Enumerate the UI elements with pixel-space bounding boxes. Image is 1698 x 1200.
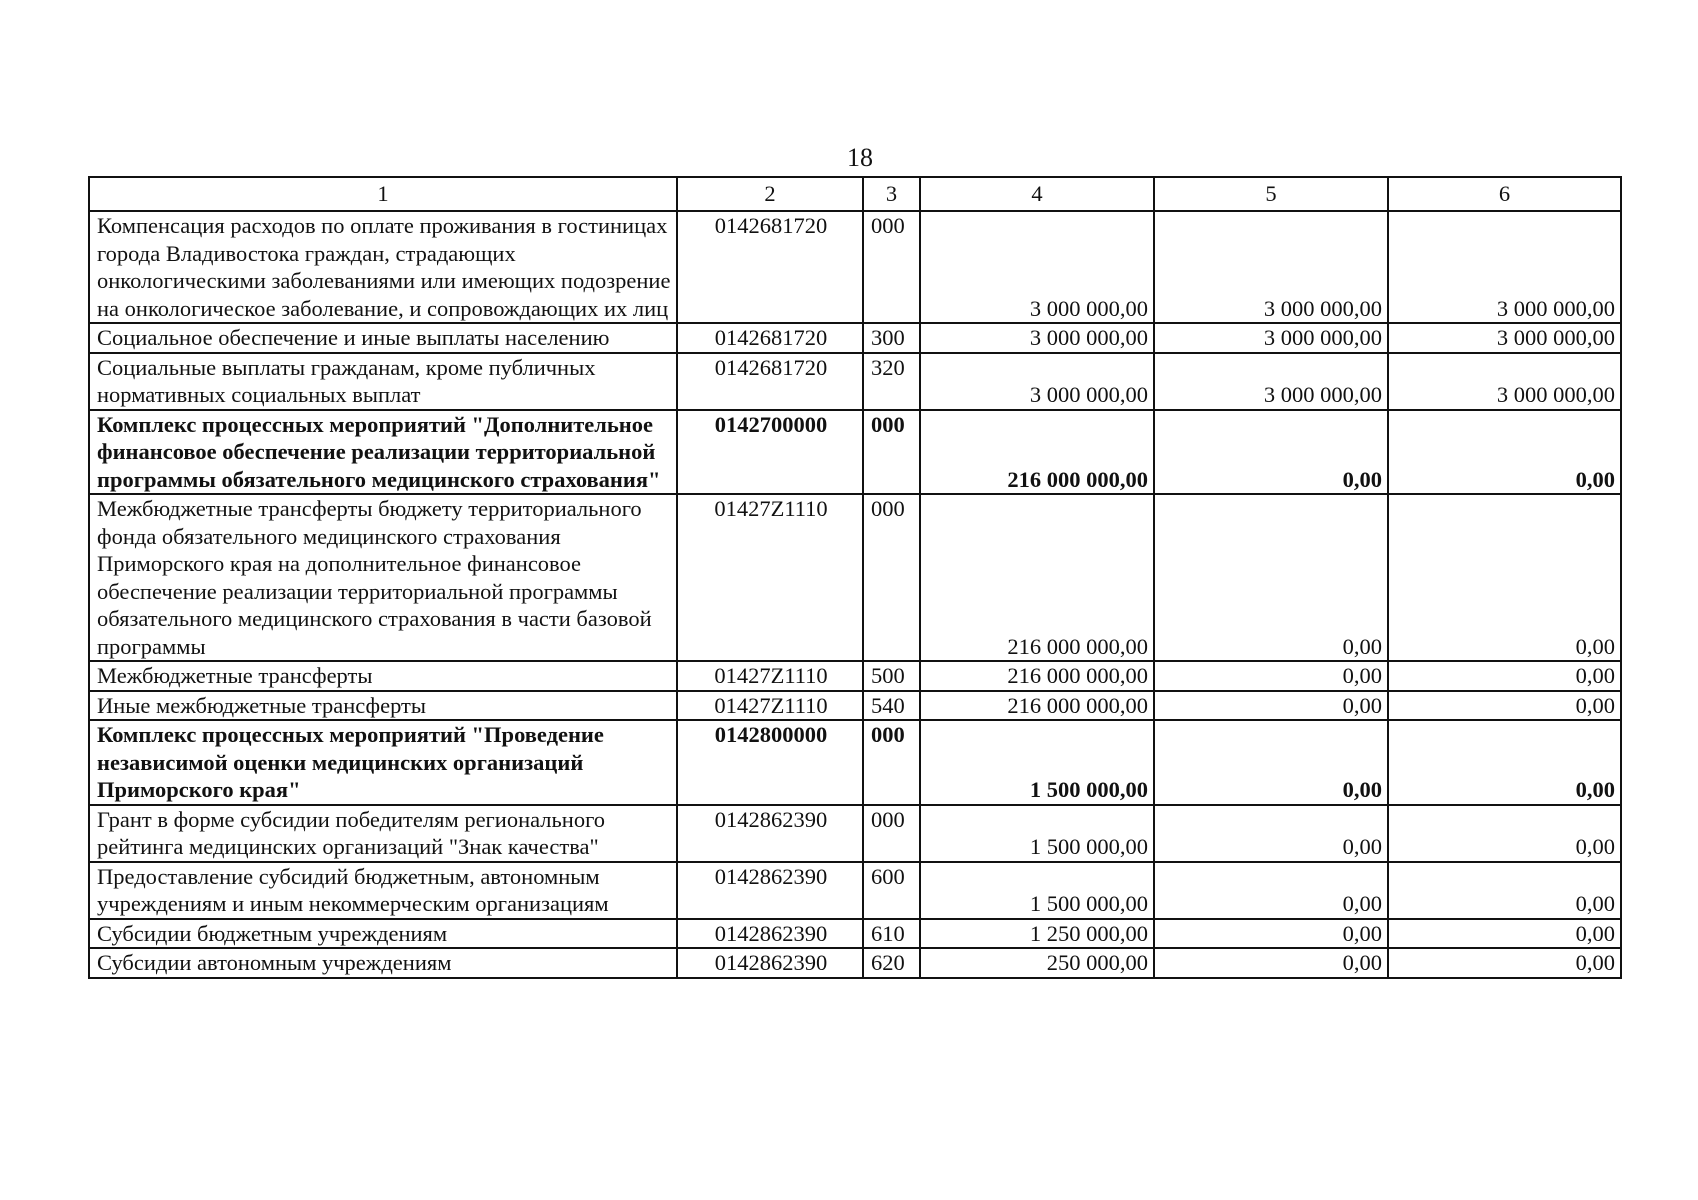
table-row [89,661,1621,691]
row-amount-col6-cell: 0,00 [1388,919,1621,949]
row-amount-col6-cell: 3 000 000,00 [1388,353,1621,410]
table-row [89,323,1621,353]
header-cell: 6 [1388,177,1621,211]
row-code-cell: 0142681720 [677,323,863,353]
row-amount-col6-cell: 0,00 [1388,948,1621,978]
row-amount-col4-cell: 216 000 000,00 [920,661,1154,691]
row-name-cell: Комплекс процессных мероприятий "Дополнительное финансовое обеспечение реализации территориальной программы обязательного медицинского страхования" [89,410,677,495]
row-amount-col5-cell: 0,00 [1154,494,1388,661]
row-amount-col4-cell: 216 000 000,00 [920,494,1154,661]
row-amount-col5-cell: 0,00 [1154,720,1388,805]
row-code-cell: 0142800000 [677,720,863,805]
row-amount-col4-cell: 216 000 000,00 [920,410,1154,495]
table-row [89,948,1621,978]
row-type-cell: 620 [863,948,920,978]
table-body [89,211,1621,978]
row-amount-col4-cell: 1 500 000,00 [920,720,1154,805]
header-cell: 5 [1154,177,1388,211]
row-code-cell: 0142862390 [677,805,863,862]
row-type-cell: 000 [863,494,920,661]
row-amount-col6-cell: 0,00 [1388,410,1621,495]
header-cell: 1 [89,177,677,211]
row-name-cell: Субсидии автономным учреждениям [89,948,677,978]
row-type-cell: 540 [863,691,920,721]
row-name-cell: Компенсация расходов по оплате проживания в гостиницах города Владивостока граждан, страдающих онкологическими заболеваниями или имеющих подозрение на онкологическое заболевание, и сопровождающих их лиц [89,211,677,323]
row-amount-col5-cell: 0,00 [1154,410,1388,495]
row-amount-col6-cell: 3 000 000,00 [1388,211,1621,323]
table-row [89,919,1621,949]
row-code-cell: 0142862390 [677,919,863,949]
row-amount-col4-cell: 1 500 000,00 [920,862,1154,919]
row-name-cell: Межбюджетные трансферты бюджету территориального фонда обязательного медицинского страхования Приморского края на дополнительное финансовое обеспечение реализации территориальной программы обязательного медицинского страхования в части базовой программы [89,494,677,661]
row-amount-col5-cell: 0,00 [1154,661,1388,691]
row-name-cell: Социальные выплаты гражданам, кроме публичных нормативных социальных выплат [89,353,677,410]
table-row [89,494,1621,661]
row-type-cell: 000 [863,410,920,495]
row-amount-col4-cell: 250 000,00 [920,948,1154,978]
row-amount-col5-cell: 3 000 000,00 [1154,323,1388,353]
row-code-cell: 0142700000 [677,410,863,495]
header-cell: 4 [920,177,1154,211]
row-type-cell: 600 [863,862,920,919]
row-amount-col5-cell: 0,00 [1154,805,1388,862]
row-name-cell: Комплекс процессных мероприятий "Проведение независимой оценки медицинских организаций Приморского края" [89,720,677,805]
table-row [89,691,1621,721]
row-amount-col5-cell: 0,00 [1154,691,1388,721]
row-amount-col4-cell: 3 000 000,00 [920,211,1154,323]
row-type-cell: 000 [863,211,920,323]
row-name-cell: Иные межбюджетные трансферты [89,691,677,721]
row-amount-col4-cell: 1 500 000,00 [920,805,1154,862]
row-code-cell: 0142681720 [677,211,863,323]
row-name-cell: Предоставление субсидий бюджетным, автономным учреждениям и иным некоммерческим организациям [89,862,677,919]
row-code-cell: 0142681720 [677,353,863,410]
row-amount-col5-cell: 3 000 000,00 [1154,353,1388,410]
table-row [89,862,1621,919]
row-code-cell: 0142862390 [677,948,863,978]
row-amount-col4-cell: 3 000 000,00 [920,323,1154,353]
row-type-cell: 000 [863,805,920,862]
row-type-cell: 300 [863,323,920,353]
row-code-cell: 01427Z1110 [677,691,863,721]
row-type-cell: 320 [863,353,920,410]
row-type-cell: 610 [863,919,920,949]
table-row [89,720,1621,805]
row-amount-col5-cell: 0,00 [1154,862,1388,919]
table-row [89,410,1621,495]
row-code-cell: 01427Z1110 [677,661,863,691]
row-amount-col4-cell: 216 000 000,00 [920,691,1154,721]
row-amount-col6-cell: 0,00 [1388,661,1621,691]
row-name-cell: Социальное обеспечение и иные выплаты населению [89,323,677,353]
row-amount-col5-cell: 0,00 [1154,919,1388,949]
row-amount-col6-cell: 0,00 [1388,494,1621,661]
row-amount-col6-cell: 0,00 [1388,691,1621,721]
row-amount-col6-cell: 0,00 [1388,720,1621,805]
row-amount-col6-cell: 0,00 [1388,862,1621,919]
row-amount-col5-cell: 0,00 [1154,948,1388,978]
page-number: 18 [847,143,873,172]
row-code-cell: 0142862390 [677,862,863,919]
header-cell: 3 [863,177,920,211]
row-type-cell: 000 [863,720,920,805]
row-amount-col6-cell: 0,00 [1388,805,1621,862]
row-type-cell: 500 [863,661,920,691]
row-amount-col4-cell: 3 000 000,00 [920,353,1154,410]
table-row [89,805,1621,862]
row-code-cell: 01427Z1110 [677,494,863,661]
table-row [89,211,1621,323]
header-cell: 2 [677,177,863,211]
row-name-cell: Грант в форме субсидии победителям регионального рейтинга медицинских организаций "Знак качества" [89,805,677,862]
row-amount-col6-cell: 3 000 000,00 [1388,323,1621,353]
row-amount-col4-cell: 1 250 000,00 [920,919,1154,949]
row-amount-col5-cell: 3 000 000,00 [1154,211,1388,323]
budget-table [88,176,1622,979]
table-row [89,353,1621,410]
table-header-row [89,177,1621,211]
row-name-cell: Субсидии бюджетным учреждениям [89,919,677,949]
row-name-cell: Межбюджетные трансферты [89,661,677,691]
